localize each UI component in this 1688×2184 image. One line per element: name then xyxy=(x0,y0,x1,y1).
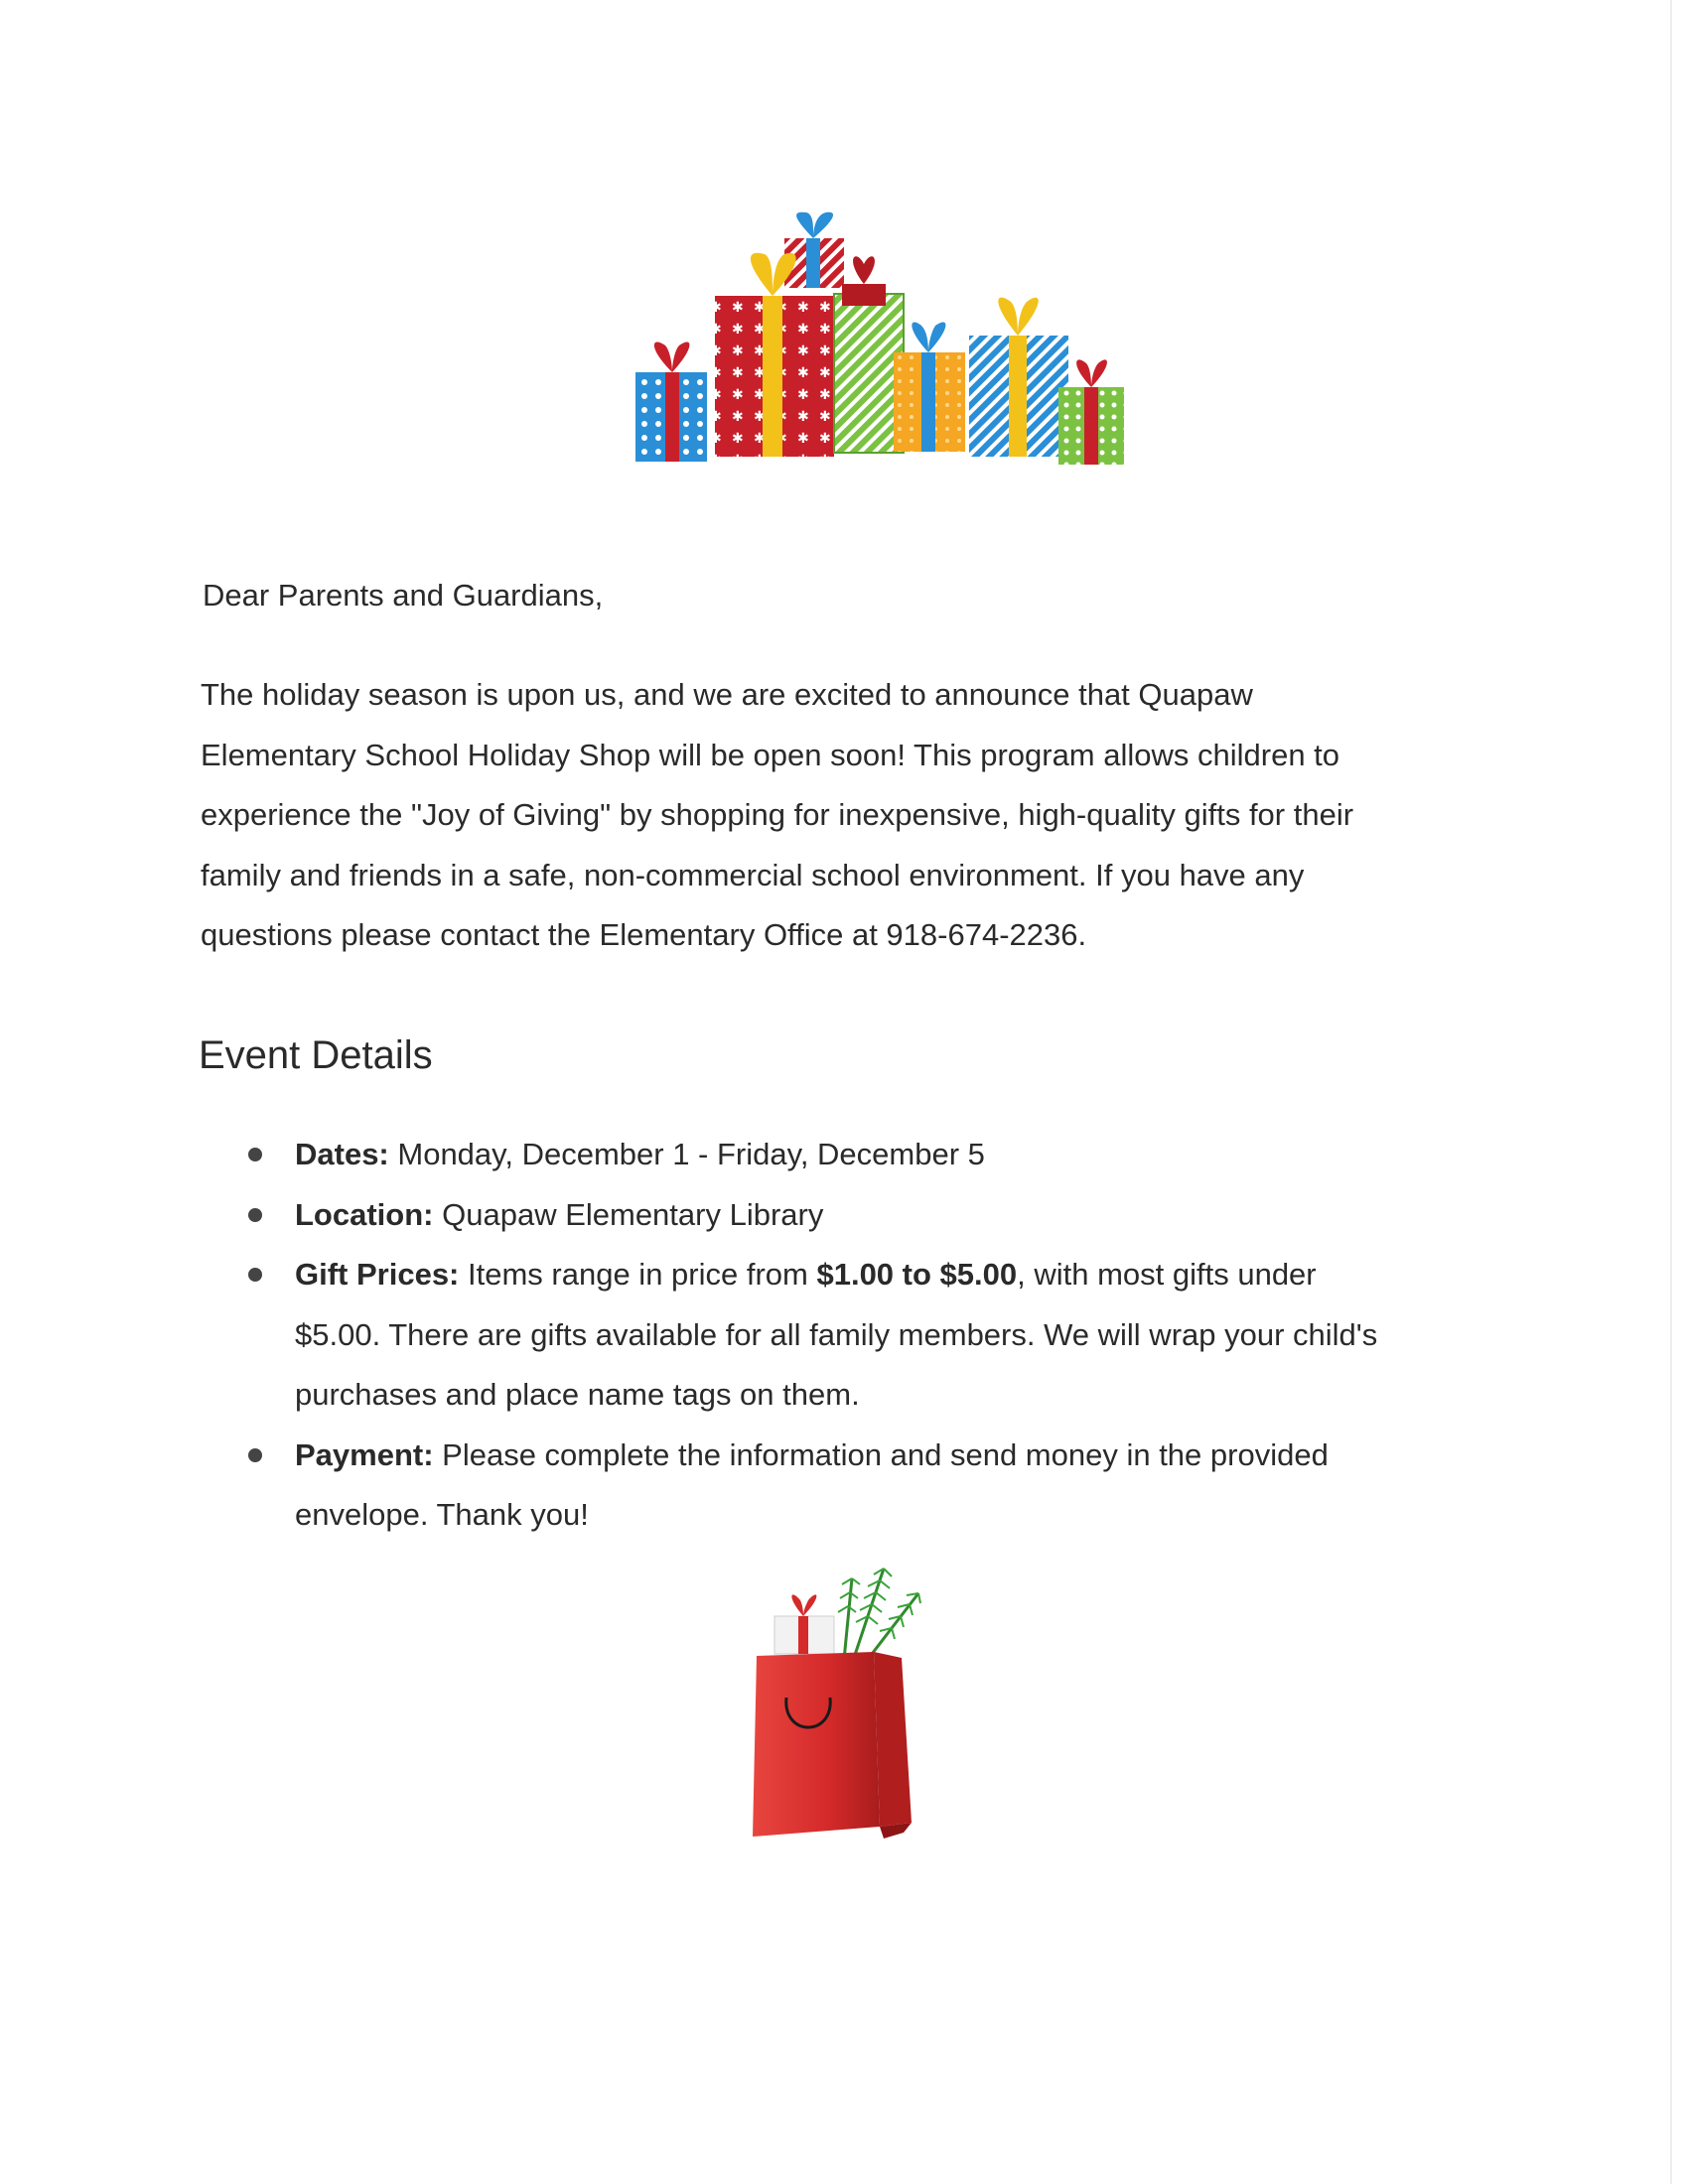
location-line xyxy=(295,1185,1489,1246)
shopping-bag-icon xyxy=(735,1549,953,1846)
intro-line: Elementary School Holiday Shop will be open soon! This program allows children to xyxy=(201,737,1340,772)
payment-label: Payment: xyxy=(295,1436,434,1472)
gift-boxes-icon xyxy=(596,208,1152,506)
gift-prices-post: , with most gifts under xyxy=(1017,1257,1317,1292)
intro-line: family and friends in a safe, non-commercial school environment. If you have any xyxy=(201,857,1305,892)
event-details-heading: Event Details xyxy=(199,1033,433,1077)
intro-paragraph xyxy=(201,665,1491,966)
bullet-icon xyxy=(248,1268,262,1282)
gift-prices-pre: Items range in price from xyxy=(459,1257,817,1292)
bullet-icon xyxy=(248,1148,262,1161)
payment-line-2: envelope. Thank you! xyxy=(295,1497,589,1532)
payment-value: Please complete the information and send money in the provided xyxy=(433,1436,1329,1472)
intro-line: experience the "Joy of Giving" by shopping for inexpensive, high-quality gifts for their xyxy=(201,797,1354,832)
intro-line: The holiday season is upon us, and we are excited to announce that Quapaw xyxy=(201,677,1253,712)
location-value: Quapaw Elementary Library xyxy=(433,1196,824,1232)
gift-prices-range: $1.00 to $5.00 xyxy=(816,1257,1018,1292)
list-item-dates xyxy=(248,1125,1489,1185)
bullet-icon xyxy=(248,1208,262,1222)
dates-label: Dates: xyxy=(295,1137,389,1171)
list-item-gift-prices xyxy=(248,1245,1489,1426)
list-item-location xyxy=(248,1185,1489,1246)
salutation: Dear Parents and Guardians, xyxy=(203,578,604,613)
location-label: Location: xyxy=(295,1196,434,1232)
list-item-payment xyxy=(248,1426,1489,1546)
event-details-list xyxy=(248,1125,1489,1546)
payment-line xyxy=(295,1426,1489,1486)
dates-value: Monday, December 1 - Friday, December 5 xyxy=(388,1137,985,1171)
gift-prices-line-2: $5.00. There are gifts available for all family members. We will wrap your child's xyxy=(295,1316,1378,1352)
bullet-icon xyxy=(248,1448,262,1462)
dates-line xyxy=(295,1125,1489,1185)
page-edge-divider xyxy=(1670,0,1672,2184)
intro-line: questions please contact the Elementary Office at 918-674-2236. xyxy=(201,917,1087,952)
gift-prices-label: Gift Prices: xyxy=(295,1257,460,1292)
gift-prices-line-3: purchases and place name tags on them. xyxy=(295,1377,860,1412)
gift-prices-line xyxy=(295,1245,1489,1305)
